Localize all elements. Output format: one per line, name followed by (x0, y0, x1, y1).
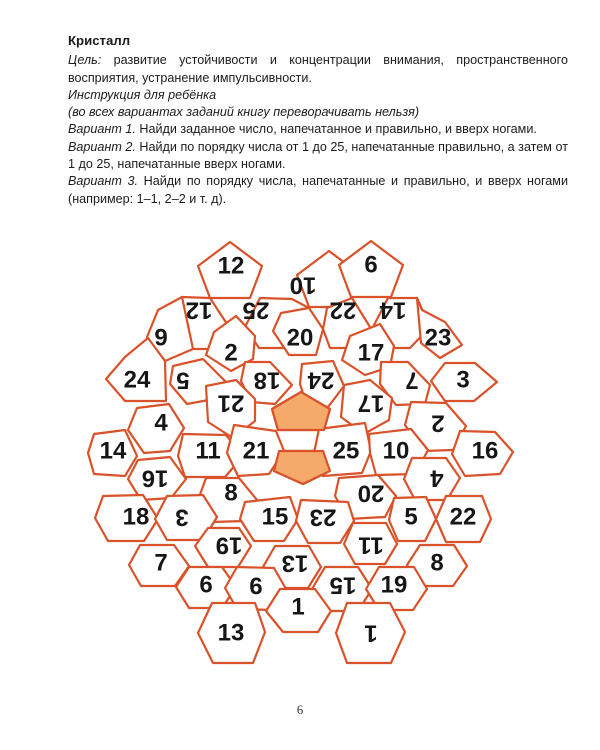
number-label: 16 (471, 437, 499, 465)
number-label: 22 (449, 503, 477, 531)
number-label: 18 (122, 503, 150, 531)
page-number: 6 (296, 702, 304, 717)
number-label-inverted: 7 (405, 366, 419, 394)
number-label: 6 (199, 571, 213, 599)
number-label: 14 (99, 437, 127, 465)
number-label: 4 (154, 409, 168, 437)
number-label: 19 (380, 571, 408, 599)
number-label: 6 (364, 251, 378, 279)
number-label: 10 (382, 437, 410, 465)
number-label: 23 (424, 324, 452, 352)
number-label: 7 (154, 549, 168, 577)
number-label: 8 (224, 479, 238, 507)
number-label-inverted: 3 (175, 503, 189, 531)
number-label-inverted: 24 (307, 366, 335, 394)
goal-label: Цель: (68, 53, 102, 68)
number-label: 13 (217, 619, 245, 647)
variant-3-text: Найди по порядку числа, напечатанные и правильно, и вверх ногами (например: 1–1, 2–2 и т. д). (68, 174, 568, 206)
number-label: 21 (242, 437, 270, 465)
number-label-inverted: 5 (176, 366, 190, 394)
variant-1-label: Вариант 1. (68, 122, 136, 137)
number-label: 24 (123, 366, 151, 394)
number-label-inverted: 19 (215, 531, 243, 559)
number-label-inverted: 22 (329, 296, 357, 324)
number-label-inverted: 1 (364, 619, 378, 647)
number-label-inverted: 16 (141, 464, 169, 492)
number-label: 1 (291, 593, 305, 621)
number-label-inverted: 14 (379, 296, 407, 324)
instruction-note: (во всех вариантах заданий книгу переворачивать нельзя) (68, 105, 420, 120)
page-title: Кристалл (68, 33, 131, 48)
number-label-inverted: 2 (431, 409, 445, 437)
number-label-inverted: 20 (357, 479, 385, 507)
number-label: 12 (217, 252, 245, 280)
variant-2-text: Найди по порядку числа от 1 до 25, напечатанные правильно, а затем от 1 до 25, напечатанные вверх ногами. (68, 139, 568, 172)
number-label: 5 (404, 503, 418, 531)
number-label: 11 (195, 437, 221, 465)
number-label: 15 (261, 503, 289, 531)
number-label-inverted: 23 (309, 503, 337, 531)
number-label-inverted: 21 (217, 389, 245, 417)
number-label-inverted: 9 (249, 571, 263, 599)
number-label: 8 (430, 549, 444, 577)
number-label-inverted: 18 (253, 366, 281, 394)
number-label-inverted: 11 (358, 531, 384, 559)
number-label: 3 (456, 366, 470, 394)
number-label-inverted: 10 (289, 271, 317, 299)
variant-3-label: Вариант 3. (68, 174, 138, 189)
number-label-inverted: 17 (357, 389, 385, 417)
number-label-inverted: 25 (242, 296, 270, 324)
number-label: 17 (357, 339, 385, 367)
shaded-center-cell (274, 451, 330, 484)
number-label-inverted: 12 (185, 296, 213, 324)
variant-2-label: Вариант 2. (68, 139, 136, 154)
number-label: 9 (154, 324, 168, 352)
number-label-inverted: 4 (430, 464, 444, 492)
number-label: 25 (332, 437, 360, 465)
goal-text: развитие устойчивости и концентрации внимания, пространственного восприятия, устранение импульсивности. (68, 53, 568, 85)
number-label: 20 (286, 324, 314, 352)
variant-1-text: Найди заданное число, напечатанное и правильно, и вверх ногами. (135, 122, 537, 137)
number-label-inverted: 15 (329, 571, 357, 599)
number-label: 2 (224, 339, 238, 367)
number-label-inverted: 13 (281, 549, 309, 577)
instruction-heading: Инструкция для ребёнка (68, 87, 217, 102)
